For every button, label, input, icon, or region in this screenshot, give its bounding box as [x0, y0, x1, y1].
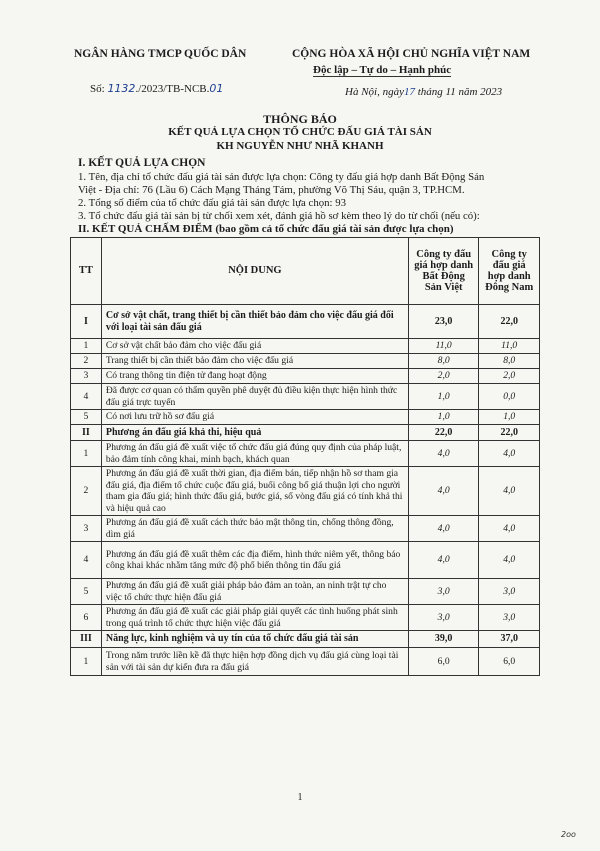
row-score-org-1: 6,0 [408, 648, 478, 676]
table-row [71, 354, 540, 369]
section-1-item-1a: 1. Tên, địa chỉ tổ chức đấu giá tài sản được lựa chọn: Công ty đấu giá hợp danh Bất Động Sản [78, 171, 485, 183]
row-content: Phương án đấu giá đề xuất thêm các địa điểm, hình thức niêm yết, thông báo công khai khác nhằm tăng mức độ phổ biến thông tin đấu giá [101, 542, 408, 579]
row-score-org-2: 37,0 [479, 631, 540, 648]
table-row [71, 410, 540, 425]
row-score-org-1: 11,0 [408, 339, 478, 354]
row-score-org-1: 39,0 [408, 631, 478, 648]
doc-number-handwritten: 1132 [107, 82, 136, 95]
row-score-org-1: 2,0 [408, 369, 478, 384]
row-content: Cơ sở vật chất bảo đảm cho việc đấu giá [101, 339, 408, 354]
bank-name: NGÂN HÀNG TMCP QUỐC DÂN [74, 48, 247, 60]
section-2-title: II. KẾT QUẢ CHẤM ĐIỂM [78, 223, 213, 235]
row-tt: 2 [71, 354, 102, 369]
row-tt: III [71, 631, 102, 648]
row-tt: 1 [71, 339, 102, 354]
row-tt: 6 [71, 605, 102, 631]
section-1-item-1b: Việt - Địa chỉ: 76 (Lầu 6) Cách Mạng Tháng Tám, phường Võ Thị Sáu, quận 3, TP.HCM. [78, 184, 465, 196]
header-tt: TT [71, 238, 102, 305]
section-1-heading: I. KẾT QUẢ LỰA CHỌN [78, 157, 206, 169]
republic-heading: CỘNG HÒA XÃ HỘI CHỦ NGHĨA VIỆT NAM [292, 48, 531, 60]
row-score-org-2: 22,0 [479, 425, 540, 441]
notice-subtitle: KẾT QUẢ LỰA CHỌN TỔ CHỨC ĐẤU GIÁ TÀI SẢN [168, 126, 432, 138]
document-number [90, 82, 223, 95]
section-1-item-3: 3. Tổ chức đấu giá tài sản bị từ chối xem xét, đánh giá hồ sơ kèm theo lý do từ chối (nếu có): [78, 210, 480, 222]
row-score-org-2: 6,0 [479, 648, 540, 676]
row-score-org-2: 4,0 [479, 467, 540, 516]
section-1-item-2: 2. Tổng số điểm của tổ chức đấu giá tài sản được lựa chọn: 93 [78, 197, 347, 209]
row-score-org-1: 3,0 [408, 579, 478, 605]
row-score-org-2: 3,0 [479, 579, 540, 605]
row-score-org-1: 4,0 [408, 441, 478, 467]
table-row [71, 467, 540, 516]
row-content: Có trang thông tin điện tử đang hoạt động [101, 369, 408, 384]
row-content: Cơ sở vật chất, trang thiết bị cần thiết bảo đảm cho việc đấu giá đối với loại tài sản đấu giá [101, 305, 408, 339]
header-content: NỘI DUNG [101, 238, 408, 305]
table-body [71, 305, 540, 676]
section-2-heading [78, 223, 454, 235]
row-score-org-1: 4,0 [408, 542, 478, 579]
row-tt: 3 [71, 369, 102, 384]
row-score-org-2: 2,0 [479, 369, 540, 384]
row-content: Trong năm trước liền kề đã thực hiện hợp đồng dịch vụ đấu giá cùng loại tài sản với tài sản dự kiến đưa ra đấu giá [101, 648, 408, 676]
row-score-org-1: 1,0 [408, 384, 478, 410]
row-content: Đã được cơ quan có thẩm quyền phê duyệt đủ điều kiện thực hiện hình thức đấu giá trực tuyến [101, 384, 408, 410]
table-row [71, 516, 540, 542]
row-tt: II [71, 425, 102, 441]
row-score-org-1: 22,0 [408, 425, 478, 441]
place-date-prefix: Hà Nội, ngày [345, 86, 404, 98]
row-score-org-1: 1,0 [408, 410, 478, 425]
row-content: Phương án đấu giá đề xuất cách thức bảo mật thông tin, chống thông đồng, dìm giá [101, 516, 408, 542]
row-tt: I [71, 305, 102, 339]
row-tt: 4 [71, 542, 102, 579]
place-date-suffix: tháng 11 năm 2023 [414, 86, 503, 98]
row-score-org-2: 8,0 [479, 354, 540, 369]
row-content: Phương án đấu giá đề xuất giải pháp bảo đảm an toàn, an ninh trật tự cho việc tổ chức thực hiện đấu giá [101, 579, 408, 605]
row-tt: 5 [71, 579, 102, 605]
row-score-org-1: 3,0 [408, 605, 478, 631]
page-number: 1 [297, 792, 303, 803]
row-tt: 1 [71, 441, 102, 467]
row-score-org-2: 4,0 [479, 441, 540, 467]
national-motto: Độc lập – Tự do – Hạnh phúc [313, 64, 452, 76]
row-score-org-2: 3,0 [479, 605, 540, 631]
corner-handwritten-mark: 2oo [561, 830, 576, 839]
notice-title: THÔNG BÁO [263, 112, 337, 126]
row-score-org-2: 4,0 [479, 516, 540, 542]
table-row [71, 369, 540, 384]
notice-customer: KH NGUYỄN NHƯ NHÃ KHANH [216, 140, 384, 152]
row-score-org-1: 4,0 [408, 467, 478, 516]
table-group-row [71, 425, 540, 441]
row-tt: 1 [71, 648, 102, 676]
row-score-org-2: 11,0 [479, 339, 540, 354]
score-table [70, 237, 540, 676]
doc-number-handwritten-2: 01 [209, 82, 224, 95]
row-content: Trang thiết bị cần thiết bảo đảm cho việc đấu giá [101, 354, 408, 369]
doc-number-suffix: ./2023/TB-NCB. [135, 83, 210, 95]
table-group-row [71, 305, 540, 339]
row-score-org-2: 4,0 [479, 542, 540, 579]
row-content: Phương án đấu giá đề xuất các giải pháp giải quyết các tình huống phát sinh trong quá trình tổ chức thực hiện việc đấu giá [101, 605, 408, 631]
place-date [345, 86, 502, 98]
row-score-org-1: 23,0 [408, 305, 478, 339]
row-score-org-2: 0,0 [479, 384, 540, 410]
table-row [71, 648, 540, 676]
row-tt: 3 [71, 516, 102, 542]
row-score-org-2: 22,0 [479, 305, 540, 339]
row-tt: 4 [71, 384, 102, 410]
row-content: Phương án đấu giá đề xuất thời gian, địa điểm bán, tiếp nhận hồ sơ tham gia đấu giá, địa điểm tổ chức cuộc đấu giá, buổi công bố giá thuận lợi cho người tham gia đấu giá; hình thức đấu giá, bước giá, số vòng đấu giá có tính khả thi và hiệu quả cao [101, 467, 408, 516]
table-header-row [71, 238, 540, 305]
table-row [71, 339, 540, 354]
row-content: Phương án đấu giá khả thi, hiệu quả [101, 425, 408, 441]
table-row [71, 441, 540, 467]
row-tt: 5 [71, 410, 102, 425]
row-score-org-2: 1,0 [479, 410, 540, 425]
header-org-1: Công ty đấu giá hợp danh Bất Động Sản Việt [408, 238, 478, 305]
row-score-org-1: 8,0 [408, 354, 478, 369]
doc-number-prefix: Số: [90, 83, 108, 95]
row-tt: 2 [71, 467, 102, 516]
row-content: Phương án đấu giá đề xuất việc tổ chức đấu giá đúng quy định của pháp luật, bảo đảm tính công khai, minh bạch, khách quan [101, 441, 408, 467]
row-content: Có nơi lưu trữ hồ sơ đấu giá [101, 410, 408, 425]
table-row [71, 542, 540, 579]
day-handwritten: 17 [403, 86, 415, 98]
table-row [71, 384, 540, 410]
row-content: Năng lực, kinh nghiệm và uy tín của tổ chức đấu giá tài sản [101, 631, 408, 648]
row-score-org-1: 4,0 [408, 516, 478, 542]
table-group-row [71, 631, 540, 648]
section-2-note: (bao gồm cả tổ chức đấu giá tài sản được lựa chọn) [212, 223, 454, 235]
header-org-2: Công ty đấu giá hợp danh Đông Nam [479, 238, 540, 305]
table-row [71, 579, 540, 605]
table-row [71, 605, 540, 631]
